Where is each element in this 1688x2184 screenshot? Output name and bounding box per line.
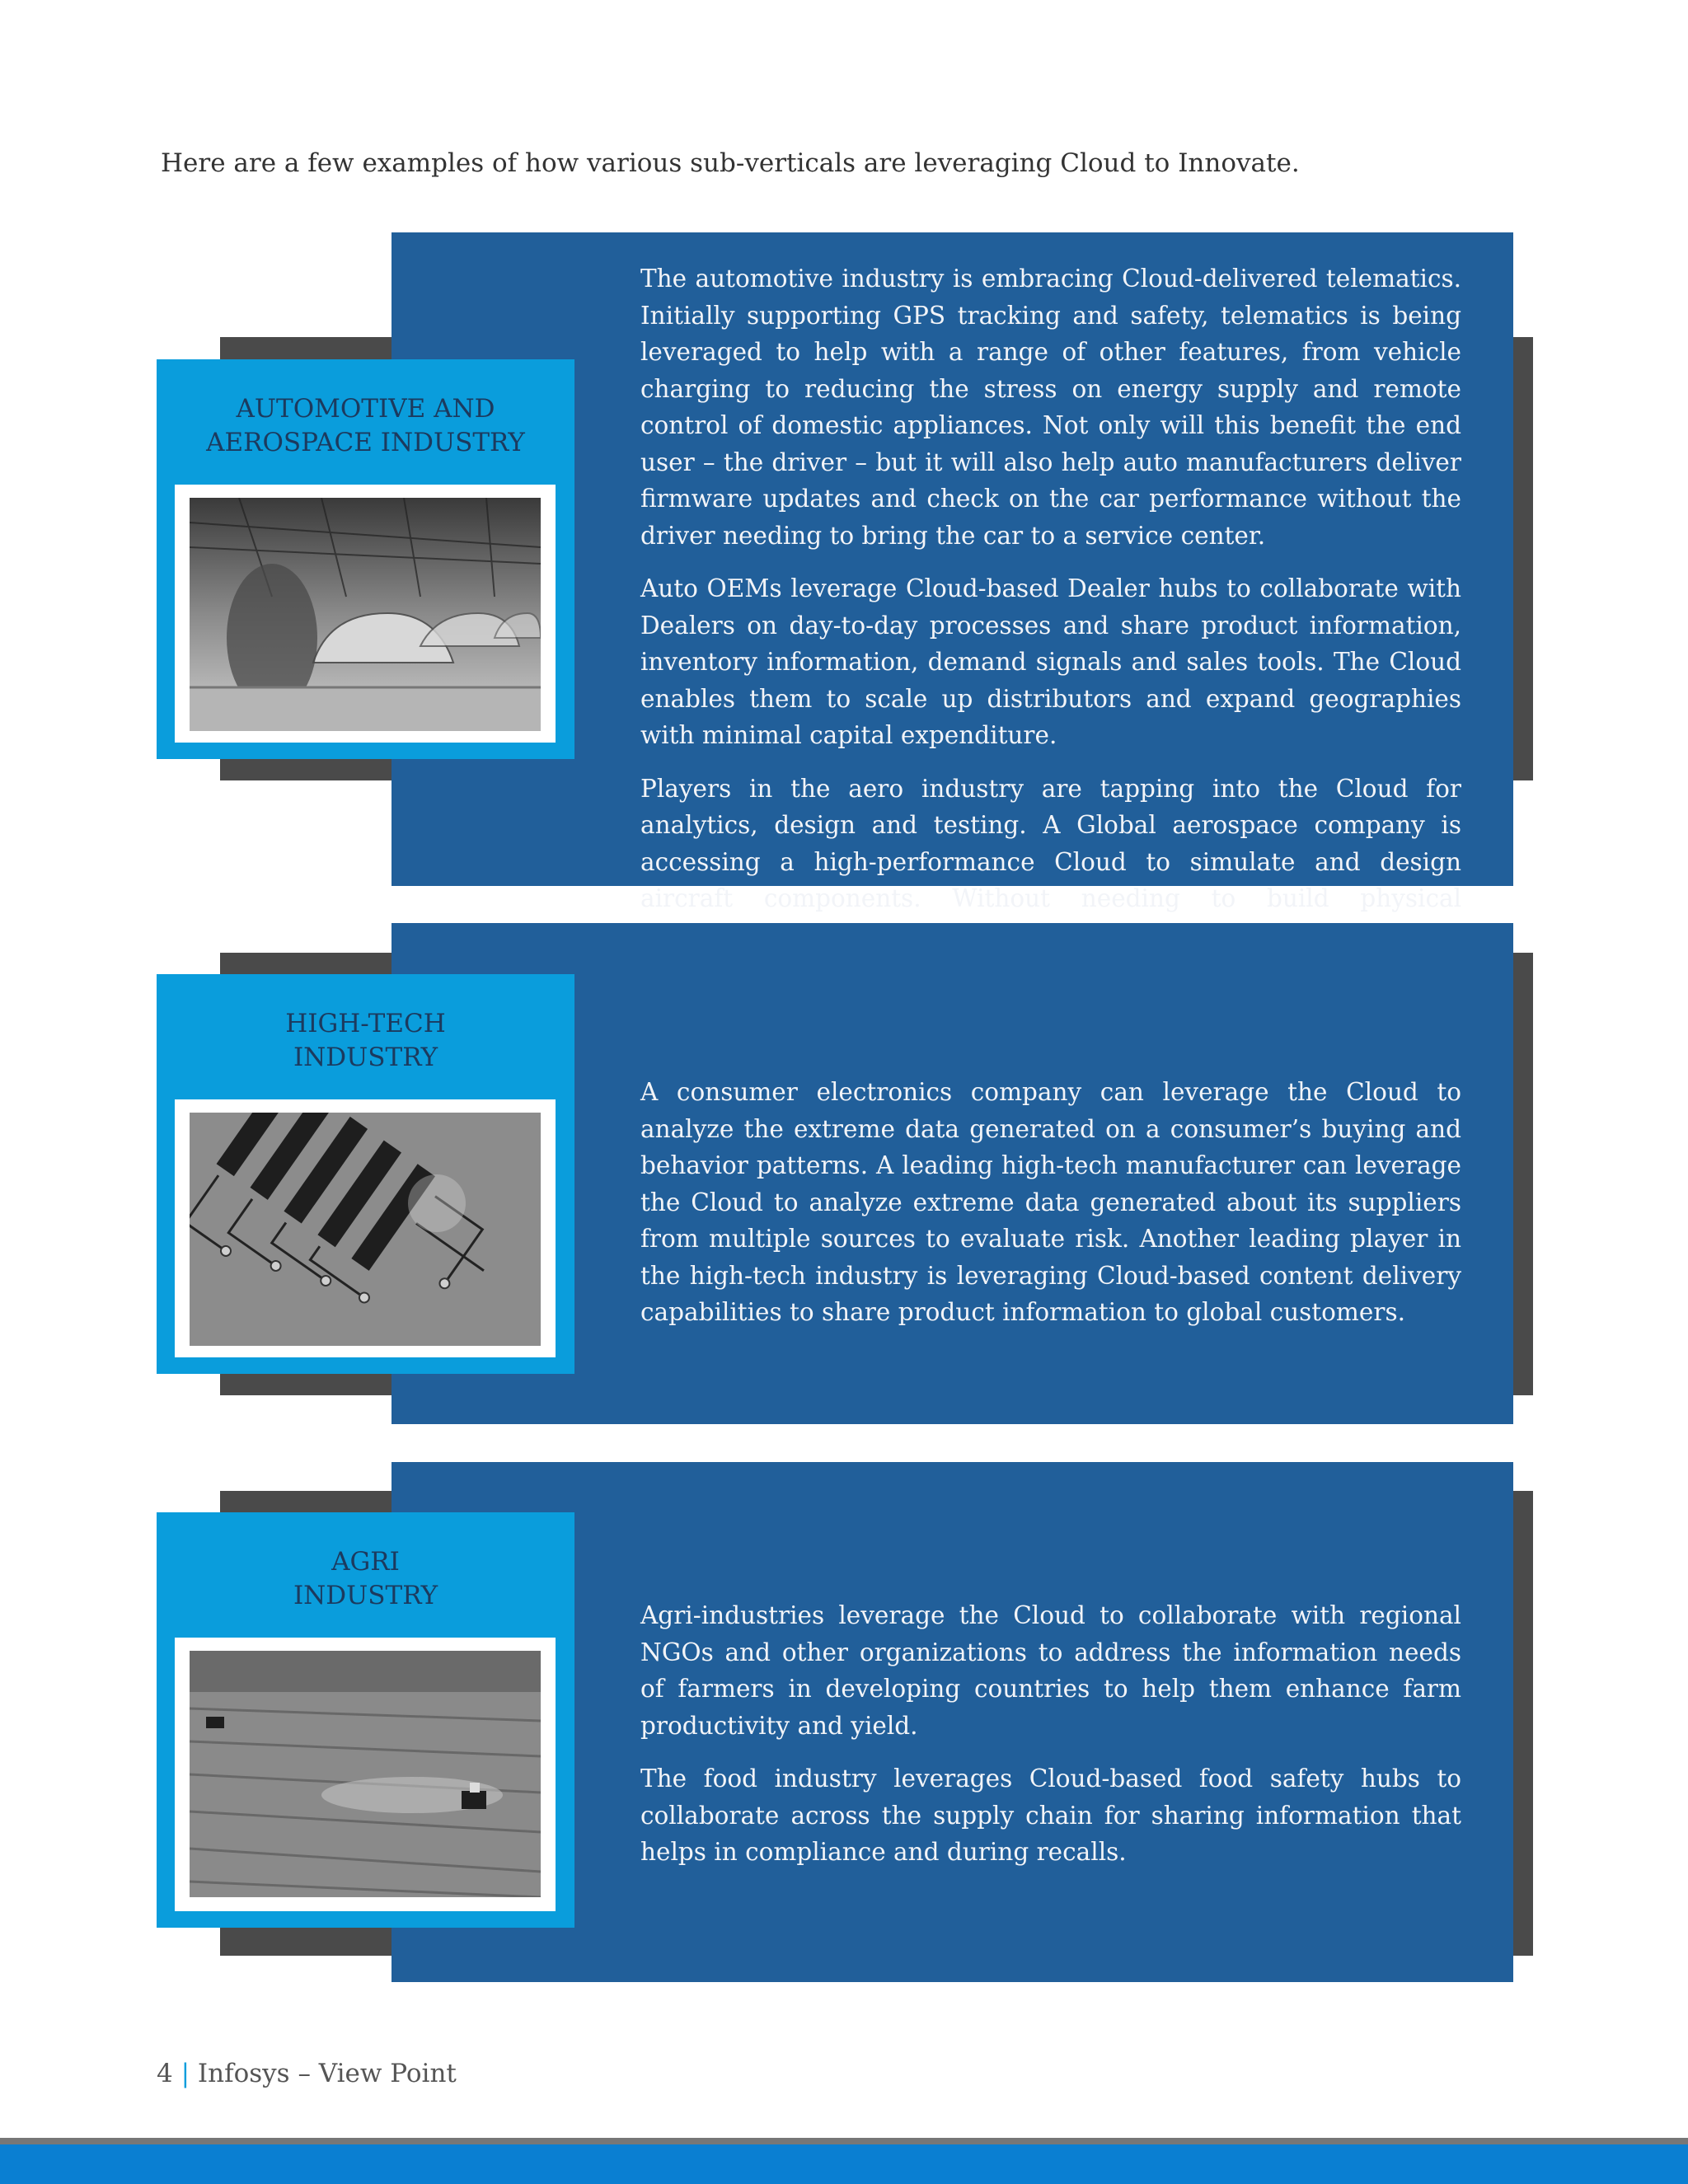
tile-title: HIGH-TECH INDUSTRY — [285, 1009, 446, 1072]
intro-text: Here are a few examples of how various sub-verticals are leveraging Cloud to Innovate. — [161, 148, 1300, 178]
paragraph: Auto OEMs leverage Cloud-based Dealer hubs to collaborate with Dealers on day-to-day processes and share product information, inventory information, demand signals and sales tools. The Cloud enables them to scale up distributors and expand geographies with minimal capital expenditure. — [640, 574, 1461, 749]
paragraph: The automotive industry is embracing Cloud-delivered telematics. Initially supporting GPS tracking and safety, telematics is being leveraged to help with a range of other features, from vehicle charging to reducing the stress on energy supply and remote control of domestic appliances. Not only will this benefit the end user – the driver – but it will also help auto manufacturers deliver firmware updates and check on the car performance without the driver needing to bring the car to a service center. — [640, 265, 1461, 550]
circuit-board-photo — [190, 1113, 541, 1346]
section-body — [640, 1597, 1461, 1887]
paragraph: Players in the aero industry are tapping into the Cloud for analytics, design and testing. A Global aerospace company is accessing a high-performance Cloud to simulate and design aircraft components. Without needing to build physical — [640, 774, 1461, 912]
shadow-right — [1512, 1491, 1533, 1956]
page-footer — [157, 2059, 457, 2088]
photo-frame — [175, 1638, 556, 1911]
photo-frame — [175, 1099, 556, 1357]
car-assembly-photo — [190, 498, 541, 731]
section-body — [640, 260, 1461, 1007]
industry-tile — [157, 974, 574, 1374]
photo-frame — [175, 485, 556, 743]
tile-title: AGRI INDUSTRY — [293, 1547, 438, 1610]
publication-name: Infosys – View Point — [197, 2059, 457, 2088]
tile-title: AUTOMOTIVE AND AEROSPACE INDUSTRY — [206, 394, 525, 457]
farm-field-photo — [190, 1651, 541, 1897]
paragraph: Agri-industries leverage the Cloud to collaborate with regional NGOs and other organizations to address the information needs of farmers in developing countries to help them enhance farm productivity and yield. — [640, 1601, 1461, 1740]
paragraph: The food industry leverages Cloud-based food safety hubs to collaborate across the supply chain for sharing information that helps in compliance and during recalls. — [640, 1765, 1461, 1866]
industry-tile — [157, 1512, 574, 1928]
shadow-right — [1512, 953, 1533, 1395]
shadow-right — [1512, 337, 1533, 780]
page-number: 4 — [157, 2059, 173, 2088]
footer-separator: | — [181, 2059, 190, 2088]
industry-tile — [157, 359, 574, 759]
bottom-stripe-blue — [0, 2144, 1688, 2184]
paragraph: A consumer electronics company can leverage the Cloud to analyze the extreme data generated on a consumer’s buying and behavior patterns. A leading high-tech manufacturer can leverage the Cloud to analyze extreme data generated about its suppliers from multiple sources to evaluate risk. Another leading player in the high-tech industry is leveraging Cloud-based content delivery capabilities to share product information to global customers. — [640, 1078, 1461, 1326]
bottom-stripe-grey — [0, 2138, 1688, 2144]
section-body — [640, 1074, 1461, 1347]
